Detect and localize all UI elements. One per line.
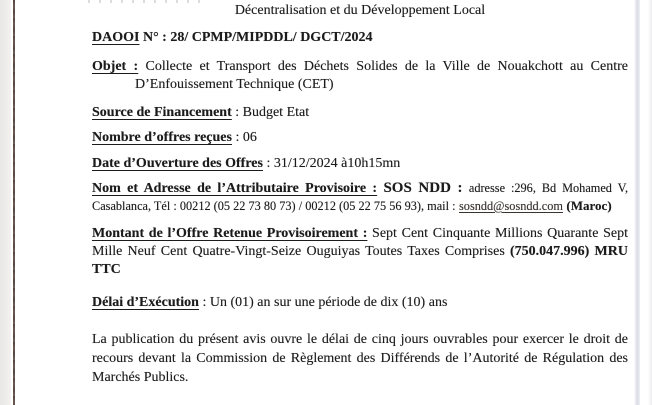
- offres-field: [92, 130, 628, 146]
- attributaire-country: (Maroc): [566, 197, 612, 213]
- scan-page-edge-left: [0, 0, 11, 405]
- attributaire-field: [92, 180, 628, 215]
- ouverture-date: 31/12/2024 à10h15mn: [273, 156, 401, 171]
- financement-value: Budget Etat: [242, 105, 310, 120]
- delai-separator: :: [198, 295, 210, 310]
- montant-field: [92, 225, 628, 279]
- dao-label: DAOOI: [92, 30, 140, 45]
- attributaire-name: SOS NDD :: [383, 180, 463, 196]
- montant-label: Montant de l’Offre Retenue Provisoirement :: [92, 226, 368, 241]
- ouverture-label: Date d’Ouverture des Offres: [92, 156, 263, 171]
- scan-shadow-band-right: [634, 0, 640, 405]
- financement-label: Source de Financement: [92, 105, 232, 120]
- offres-count: 06: [242, 130, 257, 145]
- attributaire-label: Nom et Adresse de l’Attributaire Provisoire :: [92, 181, 378, 196]
- ouverture-field: [92, 156, 628, 172]
- financement-field: [92, 105, 628, 121]
- scan-page-edge-right: [648, 0, 652, 405]
- dao-number: N° : 28/ CPMP/MIPDDL/ DGCT/2024: [139, 30, 373, 45]
- delai-field: [92, 295, 628, 311]
- objet-field: [92, 58, 628, 94]
- delai-label: Délai d’Exécution: [92, 295, 199, 310]
- scan-fold-line-left: [13, 0, 15, 405]
- ministry-header-line: Décentralisation et du Développement Local: [234, 3, 486, 18]
- financement-separator: :: [231, 105, 243, 120]
- ouverture-separator: :: [262, 156, 274, 171]
- attributaire-address-details: adresse :296, Bd Mohamed V, Casablanca, Tél : 00212 (05 22 73 80 73) / 00212 (05 22 75 56 93), mail :: [92, 181, 629, 213]
- montant-words: Sept Cent Cinquante Millions Quarante Sept Mille Neuf Cent Quatre-Vingt-Seize Ouguiyas Toutes Taxes Comprises: [92, 226, 628, 259]
- delai-value: Un (01) an sur une période de dix (10) ans: [209, 295, 448, 310]
- objet-value: Collecte et Transport des Déchets Solides de la Ville de Nouakchott au Centre D’Enfouissement Technique (CET): [135, 59, 629, 92]
- objet-label: Objet :: [92, 59, 139, 74]
- offres-label: Nombre d’offres reçues: [92, 130, 232, 145]
- tender-award-notice: [92, 0, 628, 387]
- montant-amount: (750.047.996) MRU TTC: [92, 244, 628, 277]
- attributaire-email: sosndd@sosndd.com: [459, 198, 563, 213]
- recours-notice-paragraph: La publication du présent avis ouvre le délai de cinq jours ouvrables pour exercer le droit de recours devant la Commission de Règlement des Différends de l’Autorité de Régulation des Marchés Publics.: [92, 332, 628, 385]
- offres-separator: :: [231, 130, 243, 145]
- dao-reference-line: [92, 30, 628, 46]
